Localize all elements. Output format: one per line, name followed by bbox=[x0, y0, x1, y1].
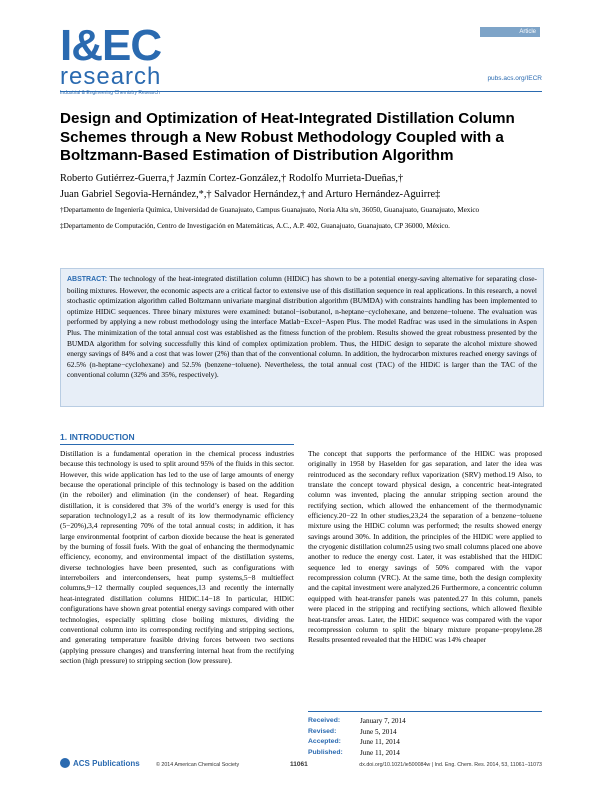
author-list bbox=[60, 171, 550, 203]
body-column-left: Distillation is a fundamental operation in the chemical process industries because this technology is used to split around 95% of the fluids in this sector. However, this wide application has led to the use of large amounts of energy because the operational principle of this technology is based on the addition (in the reboiler) and elimination (in the condenser) of heat. Regarding distillation, it is considered that 3% of the world’s energy is used for this separation technology1,2 as a result of its low thermodynamic efficiency (5−20%),3,4 representing 70% of the total annual costs; in addition, it has large environmental footprint of carbon dioxide because the heat is generated by the burning of fossil fuels. With the goal of enhancing the thermodynamic efficiency, economy, and environmental impact of the distillation systems, diverse technologies have been presented, such as configurations with interreboilers and intercondensers, heat pump systems,5−8 multieffect columns,9−12 thermally coupled sequences,13 and recently the internally heat-integrated distillation columns HIDiC.14−18 In particular, HIDiC configurations have shown great potential energy savings compared with other technologies, especially splitting close boiling mixtures, dividing the conventional column into its corresponding rectifying and stripping sections, and generating temperature feasible driving forces between two sections (applying pressure changes) and transferring internal heat from the rectifying section (high pressure) to stripping section (low pressure). bbox=[60, 449, 294, 665]
section-heading: 1. INTRODUCTION bbox=[60, 432, 135, 442]
copyright: © 2014 American Chemical Society bbox=[156, 762, 240, 768]
history-label: Published: bbox=[308, 748, 343, 756]
abstract-label: ABSTRACT: bbox=[67, 276, 108, 283]
history-date: June 5, 2014 bbox=[360, 727, 397, 736]
history-label: Received: bbox=[308, 717, 341, 724]
acs-icon bbox=[60, 758, 70, 768]
journal-logo bbox=[60, 21, 220, 96]
history-date: June 11, 2014 bbox=[360, 738, 400, 747]
article-history bbox=[308, 711, 542, 758]
history-date: January 7, 2014 bbox=[360, 717, 406, 725]
abstract-text: The technology of the heat-integrated distillation column (HIDiC) has shown to be a potential energy-saving alternative for separating close-boiling mixtures. However, the economic aspects are a critical factor to extensive use of this distillation sequence in real applications. In this research, a novel stochastic optimization algorithm called Boltzmann univariate marginal distribution algorithm (BUMDA) with constraints handling has been implemented to optimize HIDiC sequences. Three binary mixtures were examined: butanol−isobutanol, n-heptane−cyclohexane, and benzene−toluene. The evaluation was performed by applying a new robust methodology using the interface Matlab−Excel−Aspen Plus. The model Radfrac was used in the simulations in Aspen Plus. The minimization of the total annual cost was established as the fitness function of the problem. Results showed the great robustness presented by the BUMDA algorithm for solving successfully this kind of complex optimization problem. Thus, the HIDiC design to separate the alcohol mixture showed energy savings of 84% and a cost that was lower (2%) than that of the conventional column. In addition, the hydrocarbon mixtures reached energy savings of 62.5% (n-heptane−cyclohexane) and 52.5% (benzene−toluene). Nevertheless, the total annual cost (TAC) of the HIDiC is larger than the TAC of the conventional column (32% and 35%, respectively). bbox=[67, 274, 537, 380]
journal-url-link[interactable]: pubs.acs.org/IECR bbox=[487, 75, 542, 82]
section-divider bbox=[60, 444, 294, 445]
body-column-right: The concept that supports the performance of the HIDiC was proposed originally in 1958 by Haselden for gas separation, and later the idea was reintroduced as the secondary reflux vaporization (SRV) method.19 Also, to translate the concept toward physical design, a concentric heat-integrated column was invented, placing the annular stripping section around the rectifying section, which allowed the enhancement of the thermodynamic efficiency.20−22 In other studies,23,24 the separation of a benzene−toluene mixture using the HIDiC column was performed; the results showed energy savings around 30%. In addition, the principles of the HIDiC were applied to the cryogenic distillation column25 using two small columns placed one above another to reduce the energy cost. Later, it was established that the HIDiC sequence led to energy savings of 50% compared with the vapor recompression column (VRC). At the same time, both the design complexity and the capital investment were analyzed.26 Furthermore, a concentric column equipped with heat-transfer panels was patented.27 In this column, panels were placed in the stripping and rectifying sections, which allowed flexible heat-transfer areas. Later, the HIDiC sequence was compared with the vapor recompression column to split the binary mixture propane−propylene.28 Results presented revealed that the HIDiC was 14% cheaper bbox=[308, 449, 542, 645]
acs-publications-logo[interactable] bbox=[60, 758, 140, 768]
history-row bbox=[308, 737, 542, 748]
abstract-box bbox=[60, 268, 544, 407]
article-type-badge: Article bbox=[480, 27, 540, 37]
history-row bbox=[308, 716, 542, 727]
logo-sub: research bbox=[60, 63, 162, 90]
paper-title: Design and Optimization of Heat-Integrated Distillation Column Schemes through a New Robust Methodology Coupled with a Boltzmann-Based Estimation of Distribution Algorithm bbox=[60, 110, 515, 164]
author-line: Roberto Gutiérrez-Guerra,† Jazmín Cortez-González,† Rodolfo Murrieta-Dueñas,† bbox=[60, 173, 404, 184]
logo-tagline: Industrial & Engineering Chemistry Research bbox=[60, 90, 160, 96]
page-number: 11061 bbox=[290, 761, 308, 768]
affiliation: †Departamento de Ingeniería Química, Universidad de Guanajuato, Campus Guanajuato, Noria Alta s/n, 36050, Guanajuato, Guanajuato, Mexico bbox=[60, 206, 480, 214]
history-row bbox=[308, 727, 542, 738]
header-divider bbox=[60, 91, 542, 92]
history-label: Revised: bbox=[308, 727, 337, 735]
publisher-name: ACS Publications bbox=[73, 758, 140, 768]
history-label: Accepted: bbox=[308, 738, 341, 746]
doi-citation[interactable]: dx.doi.org/10.1021/ie500084w | Ind. Eng. Chem. Res. 2014, 53, 11061−11073 bbox=[359, 762, 542, 768]
history-row bbox=[308, 748, 542, 759]
author-line: Juan Gabriel Segovia-Hernández,*,† Salvador Hernández,† and Arturo Hernández-Aguirre‡ bbox=[60, 189, 441, 200]
affiliation: ‡Departamento de Computación, Centro de Investigación en Matemáticas, A.C., A.P. 402, Guanajuato, Guanajuato, CP 36000, México. bbox=[60, 221, 450, 230]
affiliations bbox=[60, 205, 540, 236]
history-date: June 11, 2014 bbox=[360, 748, 400, 757]
logo-main: I&EC bbox=[60, 21, 162, 70]
